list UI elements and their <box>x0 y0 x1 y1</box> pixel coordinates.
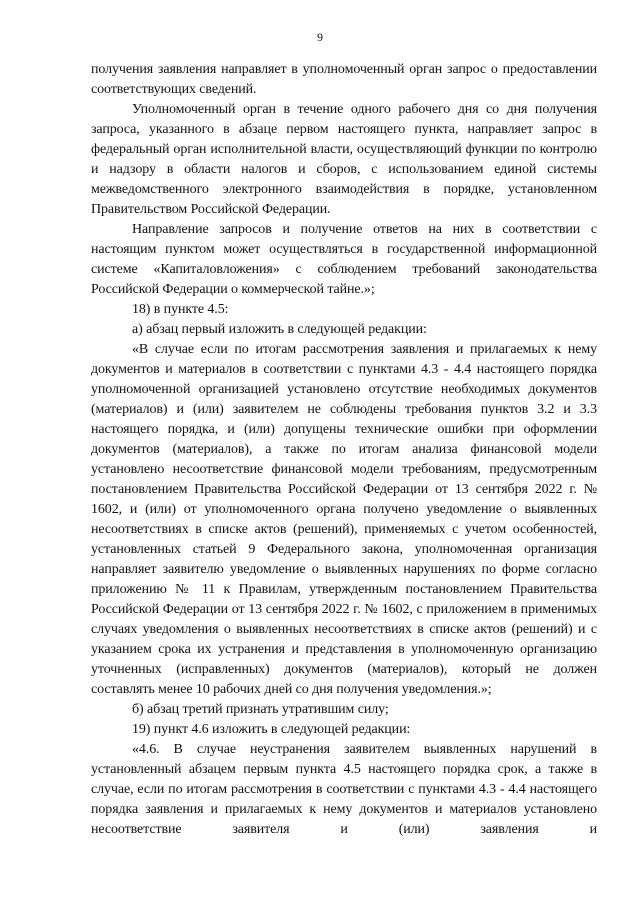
paragraph: а) абзац первый изложить в следующей редакции: <box>132 322 427 337</box>
paragraph: 18) в пункте 4.5: <box>132 302 229 317</box>
paragraph: 19) пункт 4.6 изложить в следующей редакции: <box>132 722 411 737</box>
page-number: 9 <box>317 30 323 44</box>
document-body <box>91 60 597 840</box>
paragraph: Уполномоченный орган в течение одного рабочего дня со дня получения запроса, указанного в абзаце первом настоящего пункта, направляет запрос в федеральный орган исполнительной власти, осуществляющий функции по контролю и надзору в области налогов и сборов, с использованием единой системы межведомственного электронного взаимодействия в порядке, установленном Правительством Российской Федерации. <box>91 102 597 217</box>
paragraph: Направление запросов и получение ответов на них в соответствии с настоящим пунктом может осуществляться в государственной информационной системе «Капиталовложения» с соблюдением требований законодательства Российской Федерации о коммерческой тайне.»; <box>91 222 597 297</box>
paragraph: «4.6. В случае неустранения заявителем выявленных нарушений в установленный абзацем первым пункта 4.5 настоящего порядка срок, а также в случае, если по итогам рассмотрения в соответствии с пунктами 4.3 - 4.4 настоящего порядка заявления и прилагаемых к нему документов и материалов установлено несоответствие заявителя и (или) заявления и <box>91 742 597 837</box>
paragraph: получения заявления направляет в уполномоченный орган запрос о предоставлении соответствующих сведений. <box>91 62 597 97</box>
paragraph: «В случае если по итогам рассмотрения заявления и прилагаемых к нему документов и материалов в соответствии с пунктами 4.3 - 4.4 настоящего порядка уполномоченной организацией установлено отсутствие необходимых документов (материалов) и (или) заявителем не соблюдены требования пунктов 3.2 и 3.3 настоящего порядка, и (или) допущены технические ошибки при оформлении документов (материалов), а также по итогам анализа финансовой модели установлено несоответствие финансовой модели требованиям, предусмотренным постановлением Правительства Российской Федерации от 13 сентября 2022 г. № 1602, и (или) от уполномоченного органа получено уведомление о выявленных несоответствиях в списке актов (решений), применяемых с учетом особенностей, установленных статьей 9 Федерального закона, уполномоченная организация направляет заявителю уведомление о выявленных нарушениях по форме согласно приложению № 11 к Правилам, утвержденным постановлением Правительства Российской Федерации от 13 сентября 2022 г. № 1602, с приложением в применимых случаях уведомления о выявленных несоответствиях в списке актов (решений) и с указанием срока их устранения и представления в уполномоченную организацию уточненных (исправленных) документов (материалов), который не должен составлять менее 10 рабочих дней со дня получения уведомления.»; <box>91 342 597 697</box>
paragraph: б) абзац третий признать утратившим силу; <box>132 702 389 717</box>
